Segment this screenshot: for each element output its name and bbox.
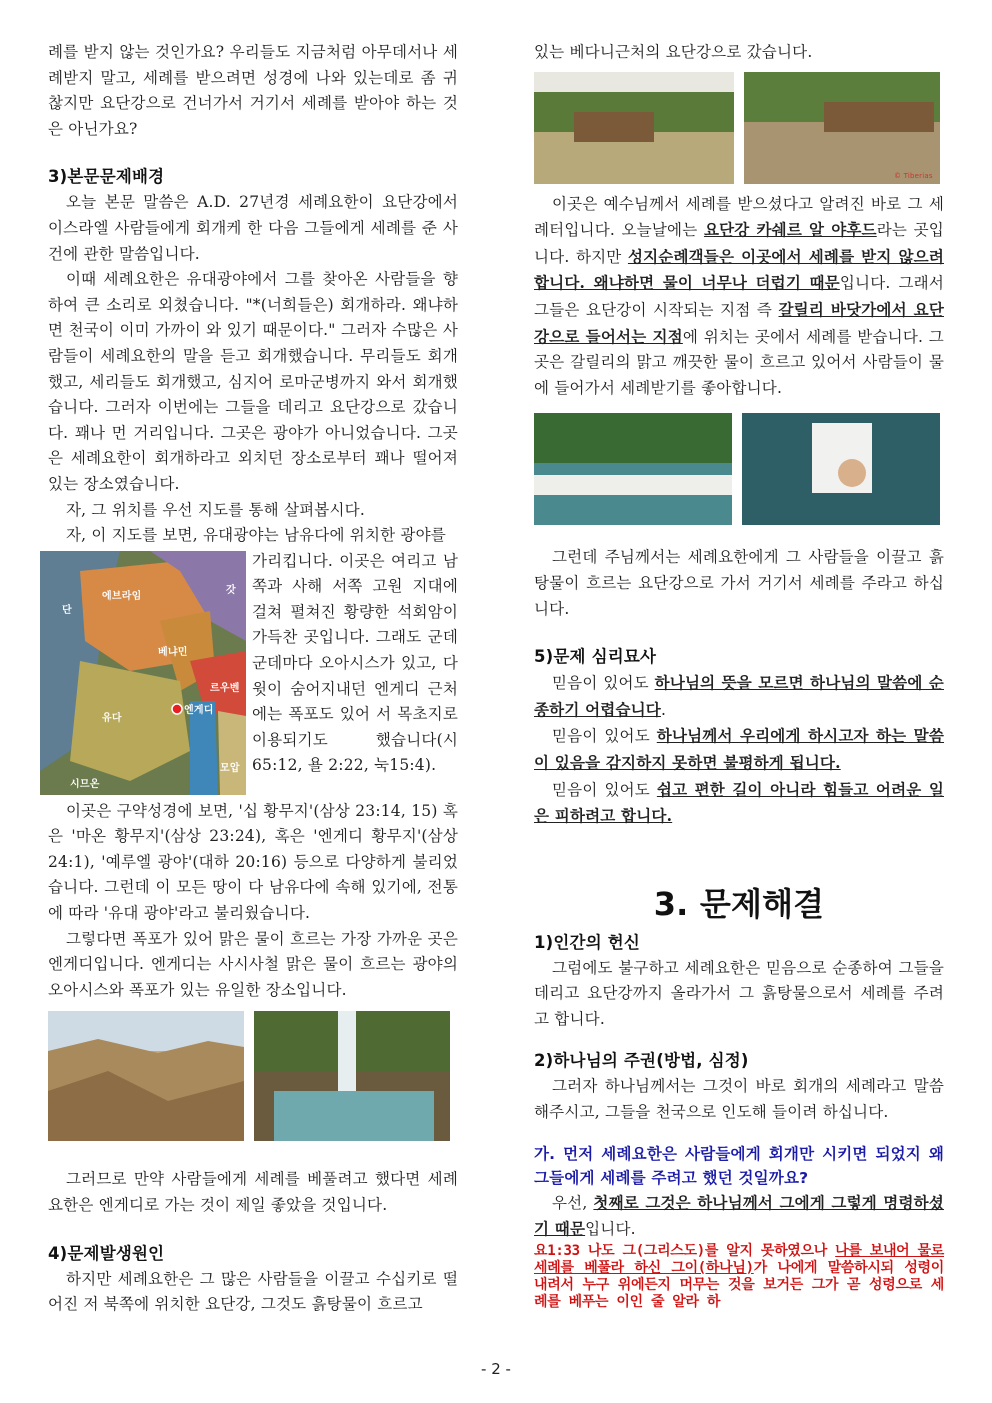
chapter-heading: 3. 문제해결	[653, 884, 825, 923]
section-heading-sovereignty: 2)하나님의 주권(방법, 심정)	[534, 1051, 749, 1071]
left-paragraph-8: 그러므로 만약 사람들에게 세례를 베풀려고 했다면 세례요한은 엔게디로 가는 것이 제일 좋았을 것입니다.	[48, 1170, 458, 1215]
map-label: 에브라임	[102, 590, 142, 602]
judea-map-svg	[40, 551, 246, 795]
left-column	[48, 40, 458, 1318]
left-photo-row	[48, 1011, 458, 1141]
right-paragraph-5: 믿음이 있어도 쉽고 편한 길이 아니라 힘들고 어려운 일은 피하려고 합니다.	[534, 779, 944, 826]
right-paragraph-3: 믿음이 있어도 하나님의 뜻을 모르면 하나님의 말씀에 순종하기 어렵습니다.	[534, 673, 944, 719]
map-label: 모압	[220, 762, 240, 774]
page-number: - 2 -	[481, 1360, 511, 1378]
section-heading-cause: 4)문제발생원인	[48, 1243, 165, 1263]
jordan-river-photo-row	[534, 72, 944, 184]
judea-map-image	[40, 551, 246, 795]
right-paragraph-1: 이곳은 예수님께서 세례를 받으셨다고 알려진 바로 그 세례터입니다. 오늘날에는 요단강 카쉐르 알 야후드라는 곳입니다. 하지만 성지순례객들은 이곳에서 세례를 받지 않으려 합니다. 왜냐하면 물이 너무나 더럽기 때문입니다. 그래서 그들은 요단강이 시작되는 지점 즉 갈릴리 바닷가에서 요단강으로 들어서는 지점에 위치는 곳에서 세례를 받습니다. 그곳은 갈릴리의 맑고 깨끗한 물이 흐르고 있어서 사람들이 물에 들어가서 세례받기를 좋아합니다.	[534, 194, 944, 397]
galilee-baptism-photo-2	[742, 413, 940, 525]
right-paragraph-0: 있는 베다니근처의 요단강으로 갔습니다.	[534, 43, 813, 61]
map-label: 엔게디	[184, 704, 214, 716]
map-label: 유다	[102, 712, 122, 724]
left-paragraph-3: 자, 그 위치를 우선 지도를 통해 살펴봅시다.	[66, 500, 365, 519]
section-heading-background: 3)본문문제배경	[48, 167, 165, 187]
moab-region	[218, 711, 246, 795]
map-label: 갓	[226, 584, 236, 596]
baptism-site-photo-1	[534, 72, 734, 184]
right-paragraph-2: 그런데 주님께서는 세례요한에게 그 사람들을 이끌고 흙탕물이 흐르는 요단강으로 가서 거기서 세례를 주라고 하십니다.	[534, 548, 944, 618]
right-paragraph-7: 그러자 하나님께서는 그것이 바로 회개의 세례라고 말씀해주시고, 그들을 천국으로 인도해 들이려 하십니다.	[534, 1077, 944, 1122]
map-label: 시므온	[70, 778, 100, 790]
left-paragraph-2: 이때 세례요한은 유대광야에서 그를 찾아온 사람들을 향하여 큰 소리로 외쳤습니다. "*(너희들은) 회개하라. 왜냐하면 천국이 이미 가까이 와 있기 때문이다." 그러자 수많은 사람들이 세례요한의 말을 듣고 회개했습니다. 무리들도 회개했고, 세리들도 회개했고, 심지어 로마군병까지 와서 회개했습니다. 그러자 이번에는 그들을 데리고 요단강으로 갔습니다. 꽤나 먼 거리입니다. 그곳은 광야가 아니었습니다. 그곳은 세례요한이 회개하라고 외치던 장소로부터 꽤나 떨어져 있는 장소였습니다.	[48, 270, 458, 493]
galilee-baptism-photo-1	[534, 413, 732, 525]
right-column	[534, 40, 944, 1311]
left-paragraph-7: 그렇다면 폭포가 있어 맑은 물이 흐르는 가장 가까운 곳은 엔게디입니다. 엔게디는 사시사철 맑은 물이 흐르는 광야의 오아시스와 폭포가 있는 유일한 장소입니다.	[48, 929, 458, 999]
left-paragraph-5: 가리킵니다. 이곳은 여리고 남쪽과 사해 서쪽 고원 지대에 걸쳐 펼쳐진 황량한 석회암이 가득찬 곳입니다. 그래도 군데군데마다 오아시스가 있고, 다윗이 숨어지내던 엔게디 근처에는 폭포도 있어 서 목초지로 이용되기도 했습니다(시65:12, 욜 2:22, 눅15:4).	[252, 551, 458, 775]
engedi-waterfall-photo	[254, 1011, 450, 1141]
map-label: 베냐민	[158, 646, 188, 658]
desert-mountains-photo	[48, 1011, 244, 1141]
left-paragraph-9: 하지만 세례요한은 그 많은 사람들을 이끌고 수십키로 떨어진 저 북쪽에 위치한 요단강, 그것도 흙탕물이 흐르고	[48, 1269, 458, 1314]
right-paragraph-4: 믿음이 있어도 하나님께서 우리에게 하시고자 하는 말씀이 있음을 감지하지 못하면 불평하게 됩니다.	[534, 726, 945, 772]
map-label: 단	[62, 604, 72, 616]
section-heading-psychology: 5)문제 심리묘사	[534, 647, 657, 667]
left-paragraph-4: 자, 이 지도를 보면, 유대광야는 남유다에 위치한 광야를	[66, 526, 446, 545]
galilee-baptism-photo-row	[534, 413, 944, 525]
question-text: 가. 먼저 세례요한은 사람들에게 회개만 시키면 되었지 왜 그들에게 세례를 주려고 했던 것일까요?	[534, 1144, 944, 1187]
left-paragraph-0: 례를 받지 않는 것인가요? 우리들도 지금처럼 아무데서나 세례받지 말고, 세례를 받으려면 성경에 나와 있는데로 좀 귀찮지만 요단강으로 건너가서 거기서 세례를 받아야 하는 것은 아닌가요?	[48, 43, 458, 138]
photo-caption: © Tiberias	[894, 171, 933, 180]
right-paragraph-6: 그럼에도 불구하고 세례요한은 믿음으로 순종하여 그들을 데리고 요단강까지 올라가서 그 흙탕물으로서 세례를 주려고 합니다.	[534, 958, 944, 1028]
engedi-marker	[172, 704, 182, 714]
right-paragraph-8: 우선, 첫째로 그것은 하나님께서 그에게 그렇게 명령하셨기 때문입니다.	[534, 1192, 944, 1239]
scripture-verse: 요1:33 나도 그(그리스도)를 알지 못하였으나 나를 보내어 물로 세례를 베풀라 하신 그이(하나님)가 나에게 말씀하시되 성령이 내려서 누구 위에든지 머무는 것을 보거든 그가 곧 성령으로 세례를 베푸는 이인 줄 알라 하	[534, 1242, 945, 1310]
left-paragraph-1: 오늘 본문 말씀은 A.D. 27년경 세례요한이 요단강에서 이스라엘 사람들에게 회개케 한 다음 그들에게 세례를 준 사건에 관한 말씀입니다.	[48, 193, 458, 263]
section-heading-human-devotion: 1)인간의 헌신	[534, 932, 641, 952]
left-paragraph-6: 이곳은 구약성경에 보면, '십 황무지'(삼상 23:14, 15) 혹은 '마온 황무지'(삼상 23:24), 혹은 '엔게디 황무지'(삼상24:1), '예루엘 광야'(대하 20:16) 등으로 다양하게 불리었습니다. 그런데 이 모든 땅이 다 남유다에 속해 있기에, 전통에 따라 '유대 광야'라고 불리웠습니다.	[48, 801, 458, 923]
baptism-site-photo-2	[744, 72, 940, 184]
map-label: 르우벤	[210, 682, 240, 694]
